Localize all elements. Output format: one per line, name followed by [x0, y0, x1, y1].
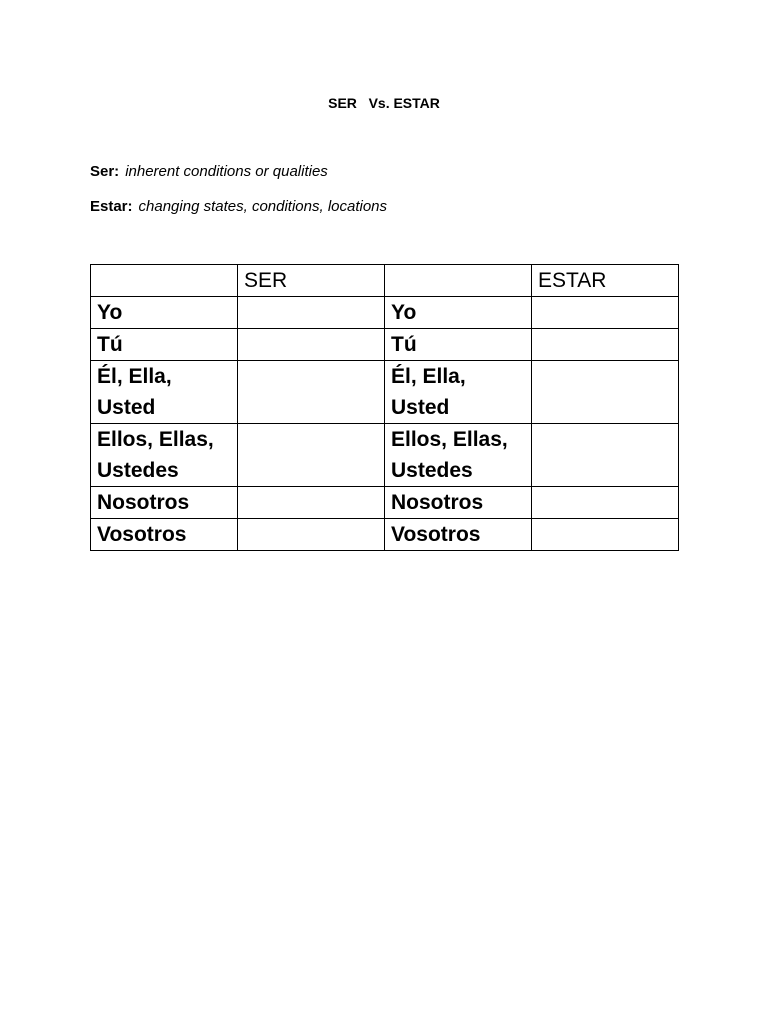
table-row — [91, 487, 679, 519]
definition-estar — [90, 198, 387, 215]
estar-pronoun-cell: Él, Ella, Usted — [385, 361, 532, 424]
page-title: SER Vs. ESTAR — [328, 95, 440, 111]
ser-pronoun-cell: Tú — [91, 329, 238, 361]
ser-pronoun-cell: Vosotros — [91, 519, 238, 551]
definition-term: Estar: — [90, 198, 133, 215]
ser-pronoun-cell: Yo — [91, 297, 238, 329]
ser-form-cell[interactable] — [238, 361, 385, 424]
ser-form-cell[interactable] — [238, 297, 385, 329]
estar-pronoun-cell: Vosotros — [385, 519, 532, 551]
estar-form-cell[interactable] — [532, 424, 679, 487]
ser-form-cell[interactable] — [238, 519, 385, 551]
estar-form-cell[interactable] — [532, 329, 679, 361]
table-row — [91, 519, 679, 551]
table-header-row — [91, 265, 679, 297]
estar-pronoun-cell: Ellos, Ellas, Ustedes — [385, 424, 532, 487]
header-cell-blank-estar — [385, 265, 532, 297]
header-cell-estar: ESTAR — [532, 265, 679, 297]
ser-form-cell[interactable] — [238, 424, 385, 487]
header-cell-ser: SER — [238, 265, 385, 297]
estar-form-cell[interactable] — [532, 361, 679, 424]
estar-form-cell[interactable] — [532, 487, 679, 519]
table-row — [91, 329, 679, 361]
ser-form-cell[interactable] — [238, 487, 385, 519]
ser-form-cell[interactable] — [238, 329, 385, 361]
definition-term: Ser: — [90, 163, 120, 180]
definition-description: inherent conditions or qualities — [125, 163, 328, 180]
estar-pronoun-cell: Tú — [385, 329, 532, 361]
table-row — [91, 361, 679, 424]
estar-pronoun-cell: Nosotros — [385, 487, 532, 519]
ser-pronoun-cell: Nosotros — [91, 487, 238, 519]
table-row — [91, 424, 679, 487]
conjugation-table — [90, 264, 679, 551]
estar-form-cell[interactable] — [532, 519, 679, 551]
definition-description: changing states, conditions, locations — [138, 198, 388, 215]
table-row — [91, 297, 679, 329]
definition-ser — [90, 163, 328, 180]
ser-pronoun-cell: Él, Ella, Usted — [91, 361, 238, 424]
ser-pronoun-cell: Ellos, Ellas, Ustedes — [91, 424, 238, 487]
header-cell-blank-ser — [91, 265, 238, 297]
estar-form-cell[interactable] — [532, 297, 679, 329]
estar-pronoun-cell: Yo — [385, 297, 532, 329]
